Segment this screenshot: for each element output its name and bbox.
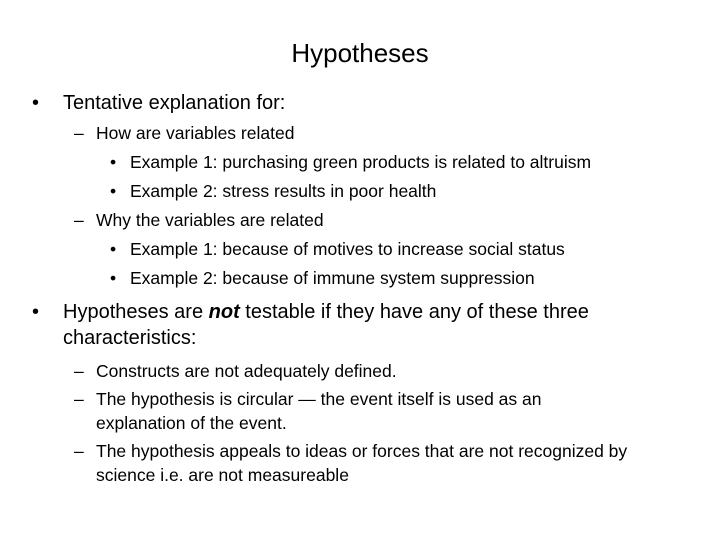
example-item: Example 1: purchasing green products is related to altruism	[130, 152, 592, 172]
bullet-2-text-after: testable if they have any of these three	[239, 301, 589, 323]
dot-marker: •	[110, 152, 117, 172]
sub-bullet-why: Why the variables are related	[96, 210, 324, 230]
dot-marker: •	[110, 239, 117, 259]
example-item: Example 2: stress results in poor health	[130, 181, 437, 201]
criterion-circular-cont: explanation of the event.	[96, 413, 287, 433]
dash-marker: –	[74, 123, 84, 143]
bullet-marker: •	[32, 301, 40, 323]
example-item: Example 1: because of motives to increase social status	[130, 239, 565, 259]
bullet-2-text-line2: characteristics:	[63, 327, 197, 349]
example-item: Example 2: because of immune system suppression	[130, 268, 535, 288]
dash-marker: –	[74, 210, 84, 230]
sub-bullet-how: How are variables related	[96, 123, 295, 143]
bullet-1-text: Tentative explanation for:	[63, 92, 286, 114]
bullet-2-text	[63, 300, 589, 324]
slide-title: Hypotheses	[291, 38, 429, 68]
bullet-marker: •	[32, 92, 40, 114]
criterion-undefined: Constructs are not adequately defined.	[96, 361, 397, 381]
criterion-unscientific-cont: science i.e. are not measureable	[96, 465, 349, 485]
dot-marker: •	[110, 268, 117, 288]
bullet-2-text-before: Hypotheses are	[63, 301, 209, 323]
dash-marker: –	[74, 361, 84, 381]
dot-marker: •	[110, 181, 117, 201]
dash-marker: –	[74, 441, 84, 461]
criterion-circular: The hypothesis is circular — the event itself is used as an	[96, 389, 542, 409]
emphasis-not: not	[208, 301, 240, 323]
criterion-unscientific: The hypothesis appeals to ideas or forces that are not recognized by	[96, 441, 628, 461]
dash-marker: –	[74, 389, 84, 409]
